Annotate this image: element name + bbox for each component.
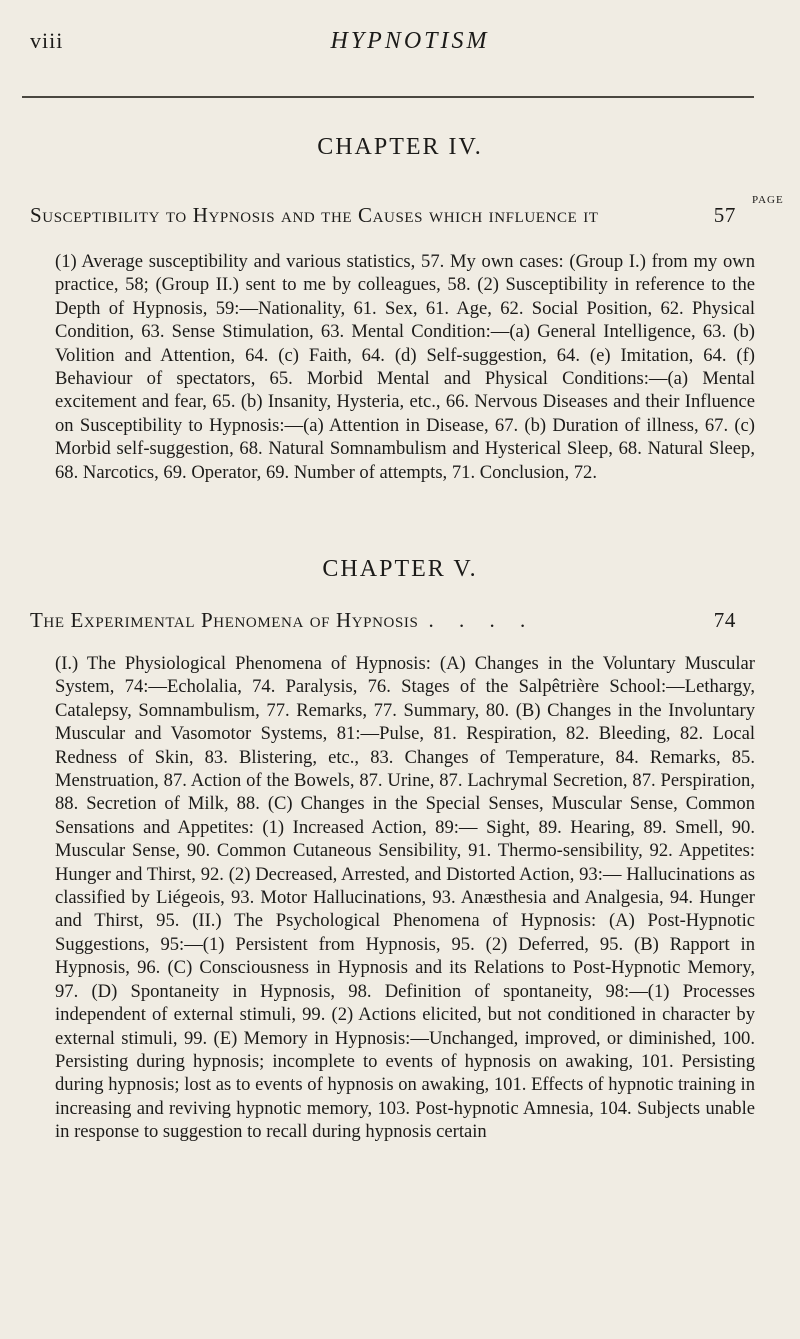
chapter-4-page-ref: 57 [713, 203, 736, 227]
chapter-5-title: The Experimental Phenomena of Hypnosis [30, 608, 419, 632]
page-header [30, 28, 790, 88]
chapter-4-title-line [30, 203, 766, 228]
header-rule [22, 96, 754, 98]
page-column-label: PAGE [752, 194, 784, 206]
dot-leader: . . . . [428, 608, 536, 632]
chapter-5-heading: CHAPTER V. [322, 556, 478, 582]
chapter-5-page-ref: 74 [713, 608, 736, 632]
page-number: viii [30, 28, 64, 53]
running-title: HYPNOTISM [330, 28, 490, 54]
chapter-4-title: Susceptibility to Hypnosis and the Causes which influence it [30, 203, 599, 227]
chapter-5-title-line [30, 608, 766, 633]
chapter-4-heading: CHAPTER IV. [317, 134, 483, 160]
chapter-5-contents: (I.) The Physiological Phenomena of Hypnosis: (A) Changes in the Voluntary Muscular System, 74:—Echolalia, 74. Paralysis, 76. Stages of the Salpêtrière School:—Lethargy, Catalepsy, Somnambulism, 77. Remarks, 77. Summary, 80. (B) Changes in the Involuntary Muscular and Vasomotor Systems, 81:—Pulse, 81. Respiration, 82. Bleeding, 82. Local Redness of Skin, 83. Blistering, etc., 83. Changes of Temperature, 84. Remarks, 85. Menstruation, 87. Action of the Bowels, 87. Urine, 87. Lachrymal Secretion, 87. Perspiration, 88. Secretion of Milk, 88. (C) Changes in the Special Senses, Muscular Sense, Common Sensations and Appetites: (1) Increased Action, 89:— Sight, 89. Hearing, 89. Smell, 90. Muscular Sense, 90. Common Cutaneous Sensibility, 91. Thermo-sensibility, 92. Appetites: Hunger and Thirst, 92. (2) Decreased, Arrested, and Distorted Action, 93:— Hallucinations as classified by Liégeois, 93. Motor Hallucinations, 93. Anæsthesia and Analgesia, 94. Hunger and Thirst, 95. (II.) The Psychological Phenomena of Hypnosis: (A) Post-Hypnotic Suggestions, 95:—(1) Persistent from Hypnosis, 95. (2) Deferred, 95. (B) Rapport in Hypnosis, 96. (C) Consciousness in Hypnosis and its Relations to Post-Hypnotic Memory, 97. (D) Spontaneity in Hypnosis, 98. Definition of spontaneity, 98:—(1) Processes independent of external stimuli, 99. (2) Actions elicited, but not conditioned in character by external stimuli, 99. (E) Memory in Hypnosis:—Unchanged, improved, or diminished, 100. Persisting during hypnosis; incomplete to events of hypnosis on awaking, 101. Persisting during hypnosis; lost as to events of hypnosis on awaking, 101. Effects of hypnotic training in increasing and reviving hypnotic memory, 103. Post-hypnotic Amnesia, 104. Subjects unable in response to suggestion to recall during hypnosis certain [55, 653, 755, 1143]
chapter-4-contents: (1) Average susceptibility and various statistics, 57. My own cases: (Group I.) from my own practice, 58; (Group II.) sent to me by colleagues, 58. (2) Susceptibility in reference to the Depth of Hypnosis, 59:—Nationality, 61. Sex, 61. Age, 62. Social Position, 62. Physical Condition, 63. Sense Stimulation, 63. Mental Condition:—(a) General Intelligence, 63. (b) Volition and Attention, 64. (c) Faith, 64. (d) Self-suggestion, 64. (e) Imitation, 64. (f) Behaviour of spectators, 65. Morbid Mental and Physical Conditions:—(a) Mental excitement and fear, 65. (b) Insanity, Hysteria, etc., 66. Nervous Diseases and their Influence on Susceptibility to Hypnosis:—(a) Attention in Disease, 67. (b) Duration of illness, 67. (c) Morbid self-suggestion, 68. Natural Somnambulism and Hysterical Sleep, 68. Natural Sleep, 68. Narcotics, 69. Operator, 69. Number of attempts, 71. Conclusion, 72. [55, 251, 755, 483]
